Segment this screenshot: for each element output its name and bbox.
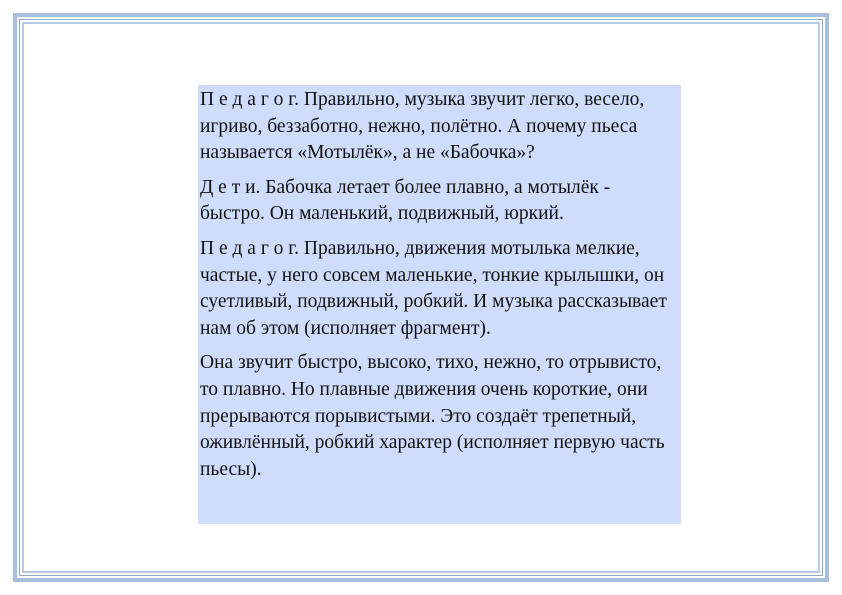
dialogue-paragraph-1 xyxy=(200,87,677,167)
speaker-label: П е д а г о г. xyxy=(200,237,299,259)
speaker-label: П е д а г о г. xyxy=(200,89,299,110)
dialogue-paragraph-3 xyxy=(200,236,677,342)
paragraph-text: Правильно, музыка звучит легко, весело, игриво, беззаботно, нежно, полётно. А почему пьеса называется «Мотылёк», а не «Бабочка»? xyxy=(200,89,645,164)
dialogue-paragraph-2 xyxy=(200,175,677,228)
paragraph-text: Она звучит быстро, высоко, тихо, нежно, то отрывисто, то плавно. Но плавные движения очень короткие, они прерываются порывистыми. Это создаёт трепетный, оживлённый, робкий характер (исполняет первую часть пьесы). xyxy=(200,352,665,480)
paragraph-text: Правильно, движения мотылька мелкие, частые, у него совсем маленькие, тонкие крылышки, он суетливый, подвижный, робкий. И музыка рассказывает нам об этом (исполняет фрагмент). xyxy=(200,237,667,339)
speaker-label: Д е т и. xyxy=(200,176,261,198)
paragraph-text: Бабочка летает более плавно, а мотылёк - быстро. Он маленький, подвижный, юркий. xyxy=(200,176,611,225)
dialogue-text-block xyxy=(198,85,681,524)
dialogue-paragraph-4 xyxy=(200,350,677,483)
